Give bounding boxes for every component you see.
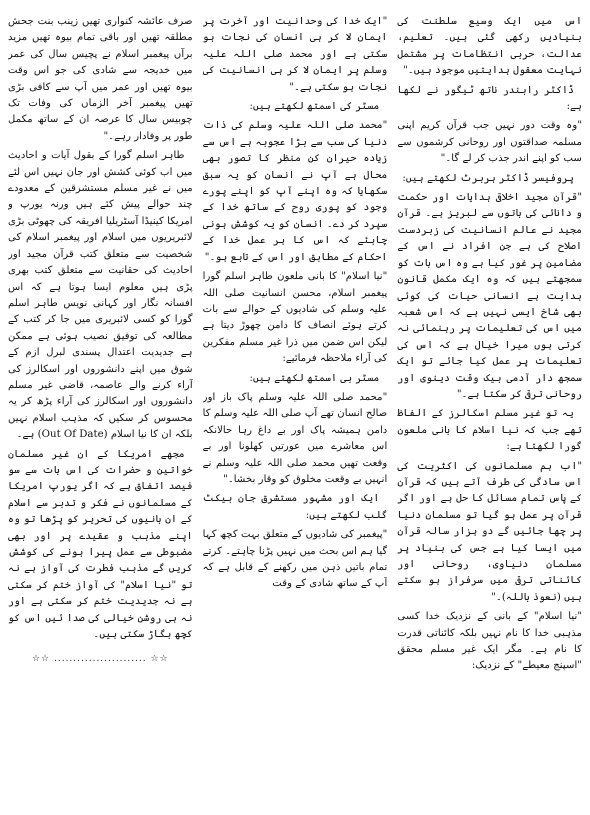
text-column-middle — [203, 14, 388, 807]
paragraph: مسٹر بی اسمتھ لکھتے ہیں: — [249, 372, 380, 384]
text-column-left — [8, 14, 193, 807]
paragraph: مجھے امریکا کے ان غیر مسلمان خواتین و حضرات کی اس بات سے سو فیصد اتفاق ہے کہ اگر یورپ امریکا کے مسلمانوں نے فکر و تدبر سے اسلام کے ان بانیوں کی تحریر کو پڑھا تو وہ اپنے مذہب و عقیدے پر اور بھی مضبوطی سے عمل پیرا ہونے کی کوشش کریں گے مذہب فطرت کی آواز ہے نہ تو "نیا اسلام" کی آواز ختم کر سکتی ہے نہ جدیدیت ختم کر سکتی ہے اور نہ ہی روشن خیالی کی صدا ئیں اس کو کچھ بگاڑ سکتی ہیں۔ — [7, 448, 193, 641]
quote-paragraph: "وہ وقت دور نہیں جب قرآن کریم اپنی مسلمہ صداقتوں اور روحانی کرشموں سے سب کو اپنے اندر جذب کر لے گا۔" — [397, 120, 582, 165]
quote-paragraph: "اب ہم مسلمانوں کی اکثریت کی اس سادگی کی طرف آتے ہیں کہ قرآن کے پاس تمام مسائل کا حل ہے اور اگر قرآن پر عمل ہو گیا تو مسلمان دنیا پر چھا جائیں گے دو ہزار سالہ قرآن میں ایسا کیا ہے جس کی بنیاد پر مسلمان دنیاوی، روحانی اور کائناتی ترقی میں سرفراز ہو سکتے ہیں (نعوذ باللہ)۔" — [397, 460, 582, 603]
paragraph: صرف عائشہ کنواری تھیں زینب بنت جحش مطلقہ تھیں اور باقی تمام بیوہ تھیں مزید برآں پیغمبر اسلام نے پچیس سال کی عمر میں خدیجہ سے شادی کی جو اس وقت بیوہ تھیں اور عمر میں آپ سے کافی بڑی تھیں پیغمبر آخر الزماں کی وفات تک چوبیس سال کا عرصہ ان کے ساتھ مکمل طور پر وفادار رہے۔" — [7, 16, 193, 142]
paragraph: "نیا اسلام" کا بانی ملعون طاہر اسلم گورا پیغمبر اسلام، محسن انسانیت صلی اللہ علیہ وسلم کی شادیوں کے حوالے سے بات کرتے ہوئے انصاف کا دامن چھوڑ دیتا ہے لیکن اس ضمن میں ذرا غیر مسلم مفکرین کی آراء ملاحظہ فرمائیے: — [202, 271, 388, 365]
quote-paragraph: "محمد صلی اللہ علیہ وسلم کی ذات دنیا کی سب سے بڑا عجوبہ ہے اس سے زیادہ حیران کن منظر کا تصور بھی محال ہے آپ نے انسان کو یہ سبق سکھایا کہ وہ اپنے آپ کو اپنے پورے وجود کو پوری روح کے ساتھ خدا کے سپرد کر دے۔ انسان کو یہ کوشش ہونی چاہئے کہ اس کا ہر عمل خدا کے احکام کے مطابق اور اس کے تابع ہو۔" — [202, 120, 388, 263]
paragraph: ایک اور مشہور مستشرق جان بیکٹ گلب لکھتے ہیں: — [202, 493, 388, 521]
paragraph: پروفیسر ڈاکٹر ہربرٹ لکھتے ہیں: — [402, 172, 574, 184]
paragraph: "نیا اسلام" کے بانی کے نزدیک خدا کسی مذہبی خدا کا نام نہیں بلکہ کائناتی قدرت کا نام ہے۔ مگر ایک غیر مسلم محقق "اسپنج معیطے" کے نزدیک: — [397, 611, 582, 672]
text-column-right — [397, 14, 582, 807]
paragraph: طاہر اسلم گورا کے بقول آیات و احادیث میں اب کوئی کشش اور جان نہیں اس لئے میں نے غیر مسلم مستشرقین کے معدودے چند حوالے پیش کئے ہیں ورنہ یورپ و امریکا کینیڈا آسٹریلیا افریقہ کی چھوٹی بڑی لائبریریوں میں اسلام اور پیغمبر اسلام کی شخصیت سے متعلق کتب قرآن مجید اور احادیث کی حقانیت سے متعلق کتب بھری پڑی ہیں معلوم ایسا ہوتا ہے کہ اس افسانہ نگار اور کہانی نویس طاہر اسلم گورا کو کسی لائبریری میں جا کر کتب کے مطالعہ کی توفیق نصیب ہوئی ہے ممکن ہے جدیدیت اعتدال پسندی لبرل ازم کے شوق میں اپنے دانشوروں اور اسکالرز کی آراء کرنے والے عاصمہ، قاضی غیر مسلم دانشوروں اور اسکالرز کی آراء پڑھ کر یہ محسوس کر سکیں کہ مذہب اسلام نہیں بلکہ ان کا نیا اسلام (Out Of Date) ہے۔ — [7, 150, 193, 441]
quote-paragraph: "قرآن مجید اخلاقی ہدایات اور حکمت و دانائی کی باتوں سے لبریز ہے۔ قرآن مجید نے عالم انسانیت کی زبردست اصلاح کی ہے جن افراد نے اس کے مضامین پر غور کیا ہے وہ اس بات کو سمجھتے ہیں کہ وہ ایک مکمل قانون ہدایت ہے انسانی حیات کی کوئی بھی شاخ ایسی نہیں ہے کہ اس شعبہ میں اس کی تعلیمات پر رہنمائی نہ کرتی ہوں میرا خیال ہے کہ اس کی تعلیمات پر عمل کیا جائے تو ایک سمجھ دار آدمی بیک وقت دینوی اور روحانی ترقی کر سکتا ہے۔" — [397, 192, 582, 400]
paragraph: مسٹر کی اسمتھ لکھتے ہیں: — [249, 101, 380, 113]
quote-paragraph: "محمد صلی اللہ علیہ وسلم پاک باز اور صالح انسان تھے آپ صلی اللہ علیہ وسلم کا دامن ہمیشہ پاک اور بے داغ رہا حالانکہ اس معاشرے میں عورتیں کھلونا اور بے وقعت تھیں محمد صلی اللہ علیہ وسلم نے انہیں بے وقعت مخلوق کو وقار بخشا۔" — [202, 391, 388, 485]
paragraph: ڈاکٹر رابندر ناتھ ٹیگور نے لکھا ہے: — [397, 84, 582, 113]
quote-paragraph: "ایک خدا کی وحدانیت اور آخرت پر ایمان لا کر ہی انسان کی نجات ہو سکتی ہے اور محمد صلی اللہ علیہ وسلم پر ایمان لا کر ہی انسانیت کی نجات ہو سکتی ہے۔" — [202, 16, 388, 93]
paragraph: اس میں ایک وسیع سلطنت کی بنیادیں رکھی گئی ہیں۔ تعلیم، عدالت، حربی انتظامات پر مشتمل نہایت معقول ہدایتیں موجود ہیں۔" — [397, 16, 582, 77]
quote-paragraph: "پیغمبر کی شادیوں کے متعلق بہت کچھ کہا گیا ہم اس بحث میں نہیں پڑنا چاہتے۔ کرتے تمام باتیں ذہن میں رکھنے کے قابل ہے کہ آپ کے ساتھ شادی کے وقت — [202, 529, 388, 590]
section-separator: ☆☆ ........................ ☆☆ — [31, 654, 169, 665]
paragraph: یہ تو غیر مسلم اسکالرز کے الفاظ تھے جب کہ نیا اسلام کا بانی ملعون گورا لکھتا ہے: — [397, 408, 582, 453]
